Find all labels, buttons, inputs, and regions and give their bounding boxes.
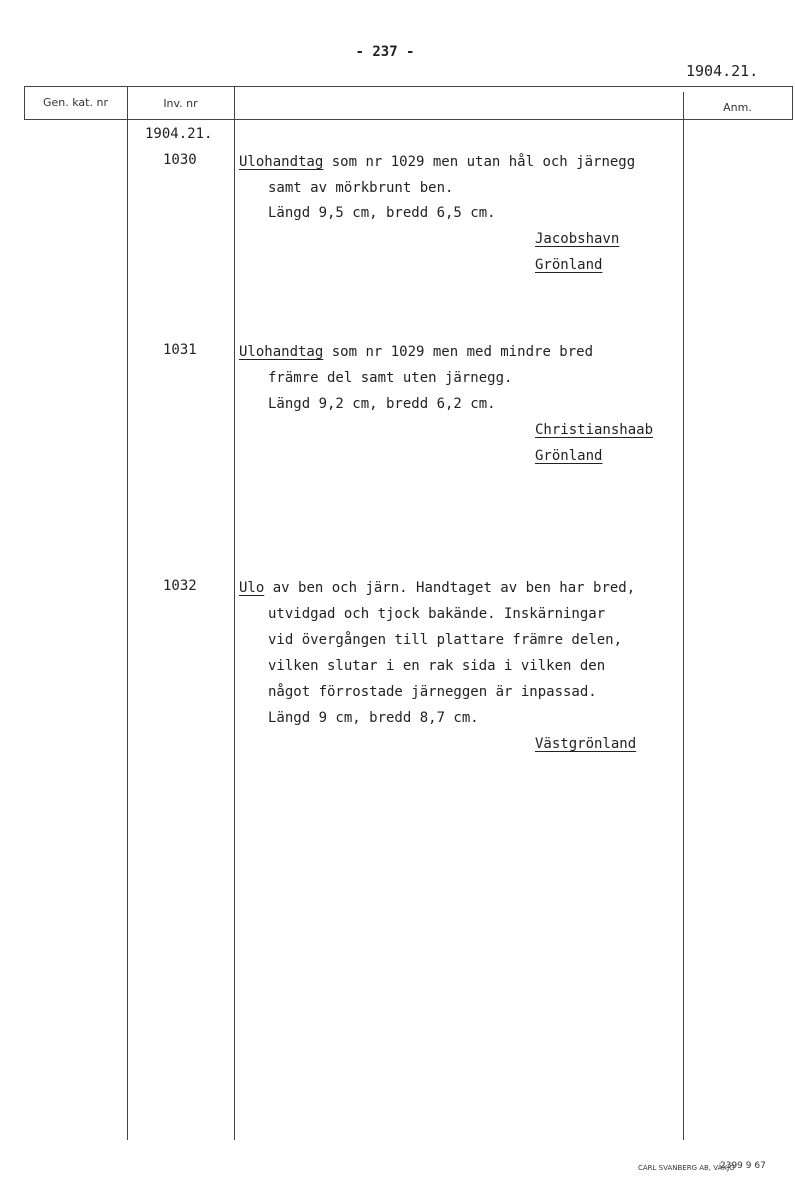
entry-place: Grönland [535, 448, 603, 464]
header-inv-nr: Inv. nr [163, 97, 198, 110]
entry-description-line: samt av mörkbrunt ben. [268, 180, 454, 196]
form-number: 2399 9 67 [720, 1161, 766, 1171]
entry-place: Västgrönland [535, 736, 637, 752]
entry-term: Ulohandtag [239, 154, 324, 170]
entry-term: Ulo [239, 580, 265, 596]
header-top-rule [24, 86, 792, 87]
printer-imprint: CARL SVANBERG AB, VÄXJÖ [638, 1164, 735, 1172]
entry-description-line: Ulohandtag som nr 1029 men utan hål och järnegg [239, 154, 636, 170]
right-border [792, 86, 793, 120]
column-divider-gen-inv [127, 86, 128, 1140]
entry-measurements: Längd 9,2 cm, bredd 6,2 cm. [268, 396, 496, 412]
entry-inv-nr: 1031 [163, 342, 197, 358]
entry-place: Jacobshavn [535, 231, 620, 247]
entry-description-line: vid övergången till plattare främre delen, [268, 632, 623, 648]
series-label: 1904.21. [145, 126, 213, 142]
entry-description-line: något förrostade järneggen är inpassad. [268, 684, 597, 700]
entry-term: Ulohandtag [239, 344, 324, 360]
entry-measurements: Längd 9,5 cm, bredd 6,5 cm. [268, 205, 496, 221]
page-number: - 237 - [355, 44, 415, 60]
header-bottom-rule [24, 119, 792, 120]
column-divider-text-anm [683, 92, 684, 1140]
entry-description-line: Ulohandtag som nr 1029 men med mindre bred [239, 344, 594, 360]
entry-inv-nr: 1032 [163, 578, 197, 594]
entry-description-line: vilken slutar i en rak sida i vilken den [268, 658, 606, 674]
entry-place: Grönland [535, 257, 603, 273]
entry-inv-nr: 1030 [163, 152, 197, 168]
entry-description-line: utvidgad och tjock bakände. Inskärningar [268, 606, 606, 622]
entry-description-line: Ulo av ben och järn. Handtaget av ben har bred, [239, 580, 636, 596]
entry-measurements: Längd 9 cm, bredd 8,7 cm. [268, 710, 479, 726]
header-gen-kat-nr: Gen. kat. nr [43, 96, 108, 109]
entry-description-line: främre del samt uten järnegg. [268, 370, 513, 386]
header-anm: Anm. [723, 101, 752, 114]
top-reference: 1904.21. [686, 62, 759, 80]
column-divider-inv-text [234, 86, 235, 1140]
entry-place: Christianshaab [535, 422, 654, 438]
